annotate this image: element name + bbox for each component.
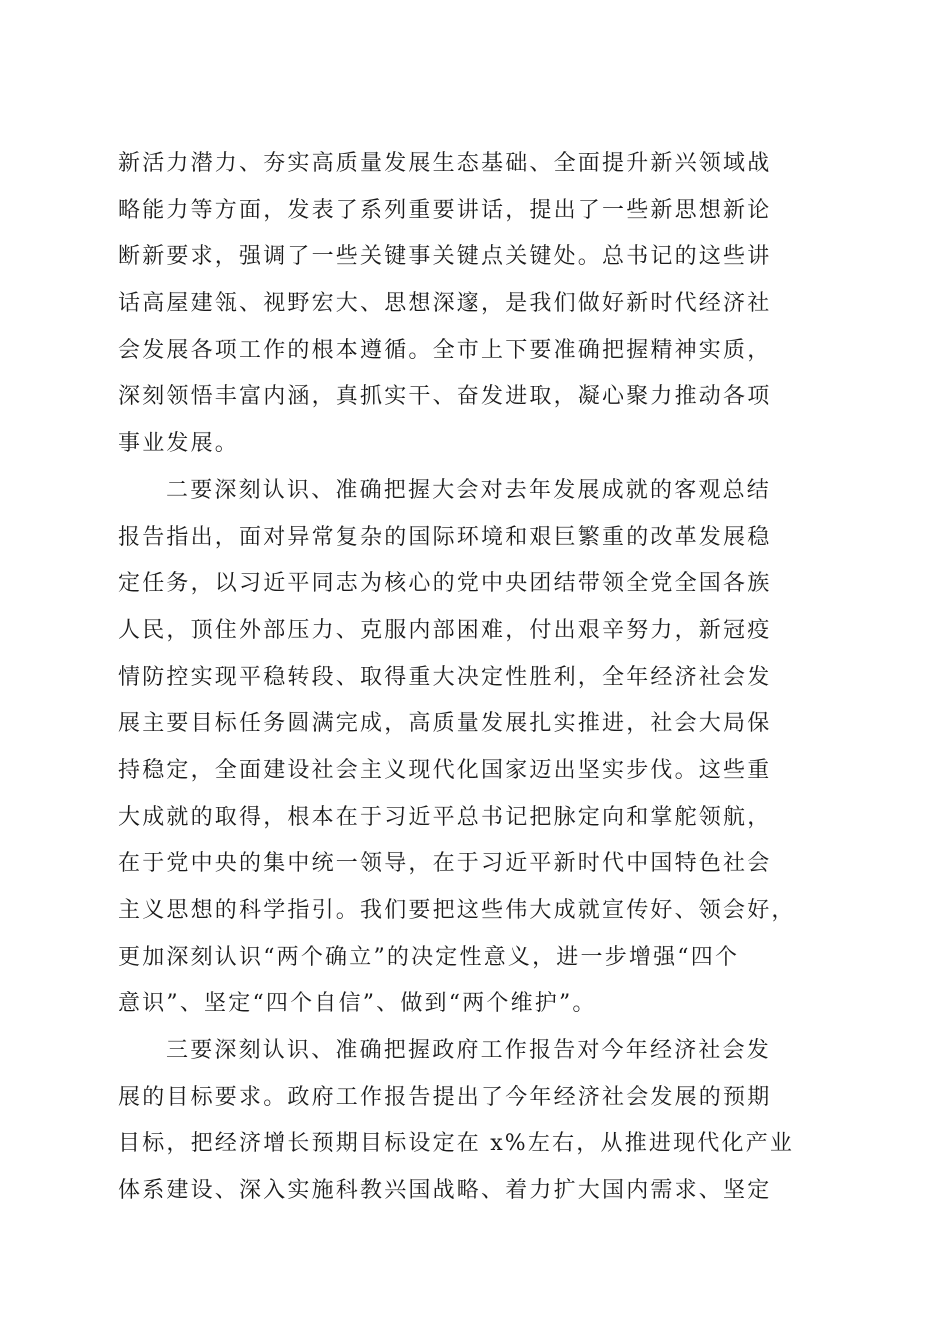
text-line: 深刻领悟丰富内涵，真抓实干、奋发进取，凝心聚力推动各项: [118, 384, 772, 410]
text-line: 话高屋建瓴、视野宏大、思想深邃，是我们做好新时代经济社: [118, 291, 772, 317]
text-line: 情防控实现平稳转段、取得重大决定性胜利，全年经济社会发: [118, 664, 772, 690]
text-line: 会发展各项工作的根本遵循。全市上下要准确把握精神实质，: [118, 337, 772, 363]
text-line: 定任务，以习近平同志为核心的党中央团结带领全党全国各族: [118, 571, 772, 597]
text-line: 大成就的取得，根本在于习近平总书记把脉定向和掌舵领航，: [118, 804, 772, 830]
text-line: 事业发展。: [118, 431, 240, 457]
text-line: 展的目标要求。政府工作报告提出了今年经济社会发展的预期: [118, 1084, 772, 1110]
text-line: 在于党中央的集中统一领导，在于习近平新时代中国特色社会: [118, 851, 772, 877]
text-line: 人民，顶住外部压力、克服内部困难，付出艰辛努力，新冠疫: [118, 617, 772, 643]
text-line: 意识”、坚定“四个自信”、做到“两个维护”。: [118, 991, 597, 1017]
text-line: 目标，把经济增长预期目标设定在 x%左右，从推进现代化产业: [118, 1131, 795, 1157]
text-line: 断新要求，强调了一些关键事关键点关键处。总书记的这些讲: [118, 244, 772, 270]
text-line: 更加深刻认识“两个确立”的决定性意义，进一步增强“四个: [118, 944, 740, 970]
text-line: 主义思想的科学指引。我们要把这些伟大成就宣传好、领会好，: [118, 898, 796, 923]
paragraph-start-line: 二要深刻认识、准确把握大会对去年发展成就的客观总结: [166, 477, 772, 503]
text-line: 新活力潜力、夯实高质量发展生态基础、全面提升新兴领域战: [118, 151, 772, 176]
text-line: 略能力等方面，发表了系列重要讲话，提出了一些新思想新论: [118, 197, 772, 223]
text-line: 体系建设、深入实施科教兴国战略、着力扩大国内需求、坚定: [118, 1178, 772, 1204]
text-line: 展主要目标任务圆满完成，高质量发展扎实推进，社会大局保: [118, 711, 772, 737]
paragraph-start-line: 三要深刻认识、准确把握政府工作报告对今年经济社会发: [166, 1038, 772, 1064]
text-line: 报告指出，面对异常复杂的国际环境和艰巨繁重的改革发展稳: [118, 524, 772, 550]
body-text: [118, 141, 834, 1215]
text-line: 持稳定，全面建设社会主义现代化国家迈出坚实步伐。这些重: [118, 757, 772, 783]
